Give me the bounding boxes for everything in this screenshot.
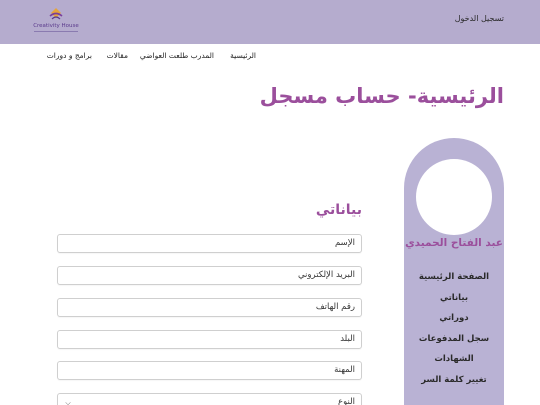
profile-sidebar	[404, 138, 504, 405]
sidebar-item-my-courses[interactable]: دوراتي	[439, 313, 469, 323]
gender-select[interactable]	[57, 393, 362, 405]
site-logo[interactable]	[30, 6, 82, 38]
chevron-down-icon: ⌵	[65, 399, 71, 405]
main-nav	[0, 51, 540, 65]
logo-mark-icon	[48, 7, 64, 21]
logo-underline	[34, 31, 78, 32]
country-field[interactable]	[57, 330, 362, 349]
nav-item-home[interactable]: الرئيسية	[230, 51, 256, 60]
sidebar-item-change-password[interactable]: تغيير كلمة السر	[421, 374, 487, 385]
nav-item-programs[interactable]: برامج و دورات	[46, 51, 92, 60]
user-name: عبد الفتاح الحميدي	[405, 237, 503, 249]
sidebar-item-payments[interactable]: سجل المدفوعات	[418, 333, 490, 344]
sidebar-item-my-data[interactable]: بياناتي	[439, 292, 469, 303]
nav-item-articles[interactable]: مقالات	[106, 51, 128, 60]
top-bar	[0, 0, 540, 44]
login-link[interactable]: تسجيل الدخول	[454, 14, 504, 23]
sidebar-item-home[interactable]: الصفحة الرئيسية	[418, 272, 490, 282]
country-field-placeholder: البلد	[340, 334, 355, 344]
name-field[interactable]	[57, 234, 362, 253]
nav-item-trainer[interactable]: المدرب طلعت العواضي	[139, 51, 214, 60]
phone-field[interactable]	[57, 298, 362, 317]
email-field[interactable]	[57, 266, 362, 285]
sidebar-menu	[404, 272, 504, 395]
name-field-placeholder: الإسم	[335, 238, 355, 248]
page-title: الرئيسية- حساب مسجل	[259, 84, 504, 108]
logo-text: Creativity House	[33, 23, 79, 29]
profession-field-placeholder: المهنة	[334, 365, 355, 375]
email-field-placeholder: البريد الإلكتروني	[297, 270, 355, 280]
gender-select-placeholder: النوع	[338, 397, 355, 405]
avatar	[416, 159, 492, 235]
section-title: بياناتي	[315, 202, 362, 218]
profession-field[interactable]	[57, 361, 362, 380]
sidebar-item-certificates[interactable]: الشهادات	[434, 354, 474, 364]
phone-field-placeholder: رقم الهاتف	[315, 302, 355, 312]
